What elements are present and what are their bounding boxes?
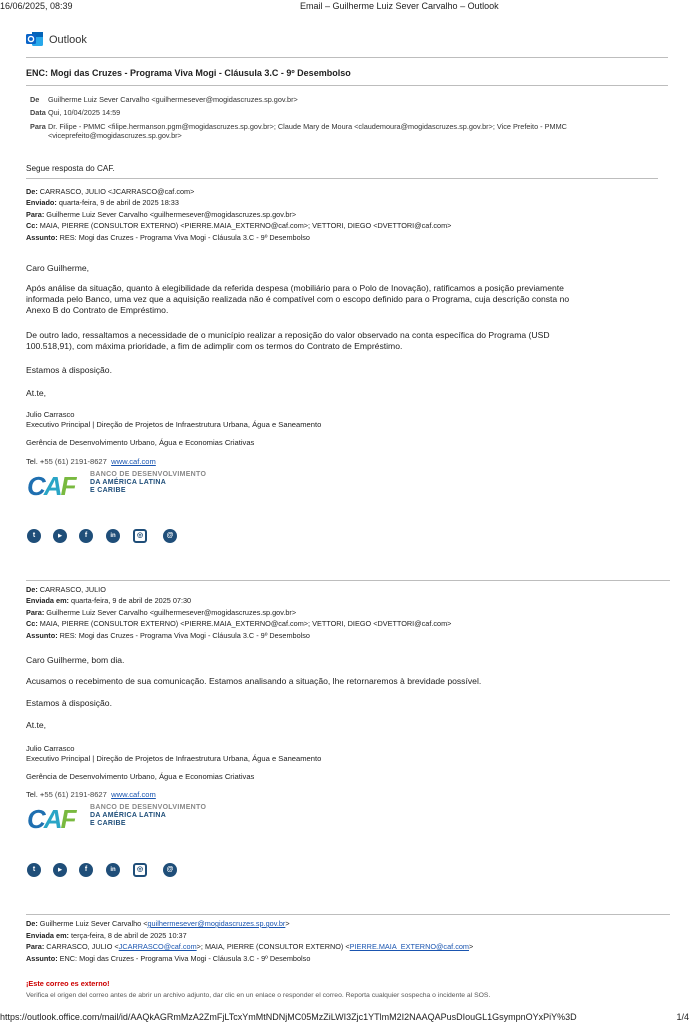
threads-icon[interactable]: @ xyxy=(163,863,177,877)
recipient-email-link[interactable]: JCARRASCO@caf.com xyxy=(118,942,197,951)
msg2-paragraph3: Estamos à disposição. xyxy=(26,698,112,708)
signature1-dept: Gerência de Desenvolvimento Urbano, Água e Economias Criativas xyxy=(26,438,255,447)
youtube-icon[interactable]: ▶ xyxy=(53,529,67,543)
signature1-tel: Tel. +55 (61) 2191-8627 www.caf.com xyxy=(26,457,156,466)
outlook-logo-icon xyxy=(26,31,44,47)
app-name: Outlook xyxy=(49,34,87,46)
print-datetime: 16/06/2025, 08:39 xyxy=(0,1,73,11)
from-value[interactable]: Guilherme Luiz Sever Carvalho <guilhermesever@mogidascruzes.sp.gov.br> xyxy=(48,95,298,104)
email-subject: ENC: Mogi das Cruzes - Programa Viva Mogi - Cláusula 3.C - 9º Desembolso xyxy=(26,68,351,78)
external-warning-title: ¡Este correo es externo! xyxy=(26,979,110,988)
twitter-icon[interactable]: t xyxy=(27,529,41,543)
msg2-paragraph1: Acusamos o recebimento de sua comunicação. Estamos analisando a situação, lhe retornaremos à brevidade possível. xyxy=(26,676,482,686)
social-links xyxy=(27,529,187,545)
print-url: https://outlook.office.com/mail/id/AAQkAGRmMzA2ZmFjLTcxYmMtNDNjMC05MzZiLWI3Zjc1YTlmM2I2NAAQAPusDIouGL1GsympnOYxPiY%3D xyxy=(0,1012,577,1022)
signature1: Julio Carrasco Executivo Principal | Direção de Projetos de Infraestrutura Urbana, Água e Saneamento xyxy=(26,410,322,429)
caf-logo: CAF BANCO DE DESENVOLVIMENTO DA AMÉRICA LATINA E CARIBE xyxy=(27,471,207,501)
msg2-closing: At.te, xyxy=(26,720,47,730)
msg2-header: De: CARRASCO, JULIO Enviada em: quarta-feira, 9 de abril de 2025 07:30 Para: Guilherme Luiz Sever Carvalho <guilhermesever@mogidascruzes.sp.gov.br> Cc: MAIA, PIERRE (CONSULTOR EXTERNO) <PIERRE.MAIA_EXTERNO@caf.com>; VETTORI, DIEGO <DVETTORI@caf.com> Assunto: RES: Mogi das Cruzes - Programa Viva Mogi - Cláusula 3.C - 9º Desembolso xyxy=(26,585,452,640)
caf-website-link[interactable]: www.caf.com xyxy=(111,457,156,466)
email-intro: Segue resposta do CAF. xyxy=(26,164,115,173)
twitter-icon[interactable]: t xyxy=(27,863,41,877)
divider xyxy=(26,57,668,58)
external-warning-text: Verifica el origen del correo antes de abrir un archivo adjunto, dar clic en un enlace o responder el correo. Reporta cualquier sospecha o incidente al SOS. xyxy=(26,992,491,999)
signature2-tel: Tel. +55 (61) 2191-8627 www.caf.com xyxy=(26,790,156,799)
facebook-icon[interactable]: f xyxy=(79,863,93,877)
recipient-email-link[interactable]: PIERRE.MAIA_EXTERNO@caf.com xyxy=(349,942,469,951)
facebook-icon[interactable]: f xyxy=(79,529,93,543)
signature2: Julio Carrasco Executivo Principal | Direção de Projetos de Infraestrutura Urbana, Água e Saneamento xyxy=(26,744,322,763)
caf-logo: CAF BANCO DE DESENVOLVIMENTO DA AMÉRICA LATINA E CARIBE xyxy=(27,804,207,834)
to-label: Para xyxy=(30,122,46,131)
linkedin-icon[interactable]: in xyxy=(106,529,120,543)
msg3-header: De: Guilherme Luiz Sever Carvalho <guilhermesever@mogidascruzes.sp.gov.br> Enviada em: terça-feira, 8 de abril de 2025 10:37 Para: CARRASCO, JULIO <JCARRASCO@caf.com>; MAIA, PIERRE (CONSULTOR EXTERNO) <PIERRE.MAIA_EXTERNO@caf.com> Assunto: ENC: Mogi das Cruzes - Programa Viva Mogi - Cláusula 3.C - 9º Desembolso xyxy=(26,919,474,963)
msg1-greeting: Caro Guilherme, xyxy=(26,263,90,273)
sender-email-link[interactable]: guilhermesever@mogidascruzes.sp.gov.br xyxy=(147,919,286,928)
to-value-line2[interactable]: <viceprefeito@mogidascruzes.sp.gov.br> xyxy=(48,131,182,140)
date-label: Data xyxy=(30,108,46,117)
instagram-icon[interactable]: ◎ xyxy=(133,529,147,543)
divider xyxy=(26,178,658,179)
to-value-line1[interactable]: Dr. Filipe - PMMC <filipe.hermanson.pgm@mogidascruzes.sp.gov.br>; Claude Mary de Moura <claudemoura@mogidascruzes.sp.gov.br>; Vice Prefeito - PMMC xyxy=(48,122,567,131)
youtube-icon[interactable]: ▶ xyxy=(53,863,67,877)
threads-icon[interactable]: @ xyxy=(163,529,177,543)
msg1-paragraph1: Após análise da situação, quanto à elegibilidade da referida despesa (mobiliário para o Polo de Inovação), ratificamos a posição previamente informada pelo Banco, uma vez que a aquisição realizada não é compatível com o escopo definido para o Programa, cuja descrição consta no Anexo B do Contrato de Empréstimo. xyxy=(26,283,570,315)
from-label: De xyxy=(30,95,40,104)
divider xyxy=(26,914,670,915)
divider xyxy=(26,85,668,86)
date-value: Qui, 10/04/2025 14:59 xyxy=(48,108,121,117)
divider xyxy=(26,580,670,581)
msg1-paragraph2: De outro lado, ressaltamos a necessidade de o município realizar a reposição do valor observado na conta específica do Programa (USD 100.518,91), com máxima prioridade, a fim de adimplir com os termos do Contrato de Empréstimo. xyxy=(26,330,550,351)
signature2-dept: Gerência de Desenvolvimento Urbano, Água e Economias Criativas xyxy=(26,772,255,781)
caf-website-link[interactable]: www.caf.com xyxy=(111,790,156,799)
msg2-greeting: Caro Guilherme, bom dia. xyxy=(26,655,125,665)
msg1-header: De: CARRASCO, JULIO <JCARRASCO@caf.com> Enviado: quarta-feira, 9 de abril de 2025 18:33 Para: Guilherme Luiz Sever Carvalho <guilhermesever@mogidascruzes.sp.gov.br> Cc: MAIA, PIERRE (CONSULTOR EXTERNO) <PIERRE.MAIA_EXTERNO@caf.com>; VETTORI, DIEGO <DVETTORI@caf.com> Assunto: RES: Mogi das Cruzes - Programa Viva Mogi - Cláusula 3.C - 9º Desembolso xyxy=(26,187,452,242)
print-page-title: Email – Guilherme Luiz Sever Carvalho – Outlook xyxy=(300,1,499,11)
linkedin-icon[interactable]: in xyxy=(106,863,120,877)
msg1-closing: At.te, xyxy=(26,388,47,398)
print-page-number: 1/4 xyxy=(676,1012,689,1022)
instagram-icon[interactable]: ◎ xyxy=(133,863,147,877)
msg1-paragraph3: Estamos à disposição. xyxy=(26,365,112,375)
social-links xyxy=(27,863,187,879)
